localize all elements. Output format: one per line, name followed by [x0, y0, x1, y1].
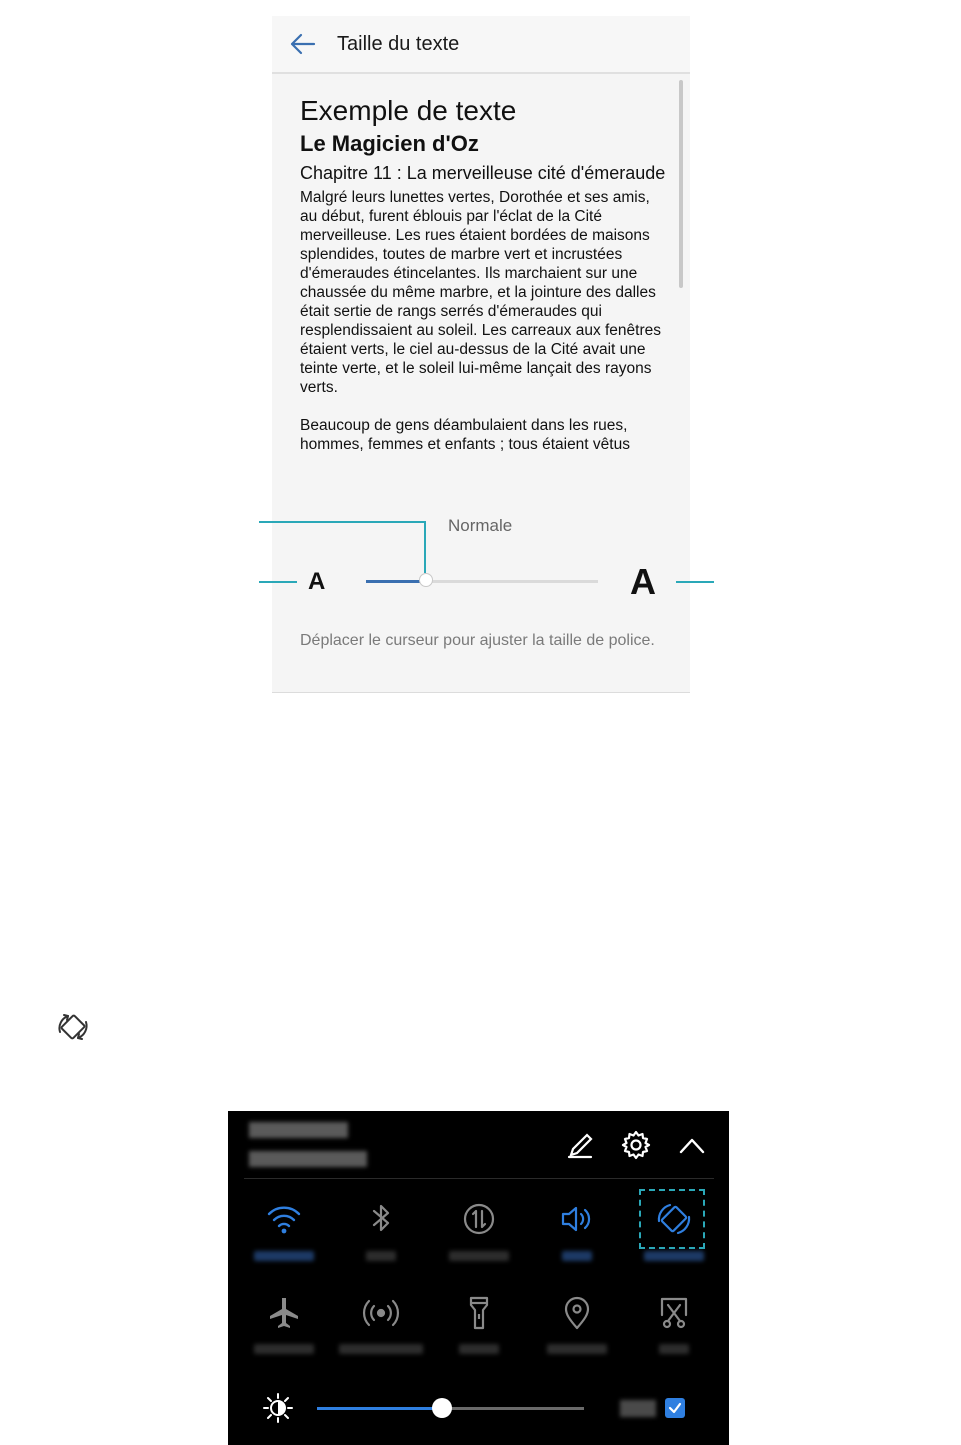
brightness-slider[interactable]: [317, 1407, 584, 1410]
sample-paragraph-2: Beaucoup de gens déambulaient dans les rues, hommes, femmes et enfants ; tous étaient vêtus: [300, 417, 630, 453]
airplane-label: [254, 1344, 314, 1354]
slider-thumb[interactable]: [419, 573, 433, 587]
auto-rotate-icon: [56, 1012, 90, 1042]
sample-chapter: Chapitre 11 : La merveilleuse cité d'émeraude: [300, 163, 666, 183]
screenshot-label: [659, 1344, 689, 1354]
callout-line-left-small: [259, 581, 297, 583]
huawei-share-icon: [361, 1295, 401, 1331]
wifi-label: [254, 1251, 314, 1261]
font-size-screen: [272, 16, 690, 693]
mobile-data-label: [449, 1251, 509, 1261]
panel-divider: [244, 1178, 714, 1179]
callout-line-right: [676, 581, 714, 583]
collapse-chevron-icon[interactable]: [677, 1131, 707, 1161]
notification-panel: [228, 1111, 729, 1445]
highlight-dashed-box: [639, 1189, 705, 1249]
auto-brightness-label: [620, 1400, 656, 1417]
page-title: Taille du texte: [337, 33, 460, 55]
airplane-toggle[interactable]: [264, 1295, 304, 1331]
slider-fill: [366, 580, 426, 583]
bluetooth-icon: [361, 1201, 401, 1237]
callout-line-left-vertical: [424, 521, 426, 573]
edit-icon[interactable]: [565, 1131, 595, 1161]
large-font-label: A: [630, 561, 656, 602]
location-icon: [557, 1295, 597, 1331]
font-size-slider[interactable]: [366, 580, 598, 583]
bluetooth-label: [366, 1251, 396, 1261]
brightness-icon: [263, 1393, 293, 1423]
flashlight-icon: [459, 1295, 499, 1331]
sound-label: [562, 1251, 592, 1261]
screenshot-toggle[interactable]: [654, 1295, 694, 1331]
brightness-thumb[interactable]: [432, 1398, 452, 1418]
slider-hint: Déplacer le curseur pour ajuster la taille de police.: [300, 632, 655, 649]
screenshot-icon: [654, 1295, 694, 1331]
sample-text-area: [300, 94, 670, 454]
back-arrow-icon[interactable]: [288, 32, 316, 56]
wifi-icon: [264, 1201, 304, 1237]
mobile-data-toggle[interactable]: [459, 1201, 499, 1237]
mobile-data-icon: [459, 1201, 499, 1237]
sample-book-title: Le Magicien d'Oz: [300, 131, 479, 156]
location-toggle[interactable]: [557, 1295, 597, 1331]
bluetooth-toggle[interactable]: [361, 1201, 401, 1237]
sound-toggle[interactable]: [557, 1201, 597, 1237]
huawei-share-toggle[interactable]: [361, 1295, 401, 1331]
brightness-fill: [317, 1407, 442, 1410]
flashlight-label: [459, 1344, 499, 1354]
airplane-icon: [264, 1295, 304, 1331]
callout-line-left-top: [259, 521, 426, 523]
carrier-info-line-1: [249, 1122, 348, 1138]
carrier-info-line-2: [249, 1151, 367, 1167]
auto-rotate-label: [644, 1251, 704, 1261]
location-label: [547, 1344, 607, 1354]
small-font-label: A: [308, 568, 326, 595]
font-size-value-label: Normale: [448, 516, 513, 535]
huawei-share-label: [339, 1344, 423, 1354]
checkmark-icon: [665, 1398, 685, 1418]
scrollbar[interactable]: [679, 80, 683, 288]
auto-brightness-checkbox[interactable]: [665, 1398, 685, 1418]
wifi-toggle[interactable]: [264, 1201, 304, 1237]
app-header: [272, 16, 690, 74]
sound-icon: [557, 1201, 597, 1237]
sample-paragraph-1: Malgré leurs lunettes vertes, Dorothée et ses amis, au début, furent éblouis par l'éclat de la Cité merveilleuse. Les rues étaient bordées de maisons splendides, toutes de marbre vert et incrustées d'émeraudes étincelantes. Ils marchaient sur une chaussée du même marbre, et la jointure des dalles était sertie de rangs serrés d'émeraudes qui resplendissaient au soleil. Les carreaux aux fenêtres étaient verts, le ciel au-dessus de la Cité avait une teinte verte, et le soleil lui-même lançait des rayons verts.: [300, 189, 662, 396]
settings-gear-icon[interactable]: [621, 1130, 651, 1160]
sample-heading: Exemple de texte: [300, 95, 517, 126]
flashlight-toggle[interactable]: [459, 1295, 499, 1331]
